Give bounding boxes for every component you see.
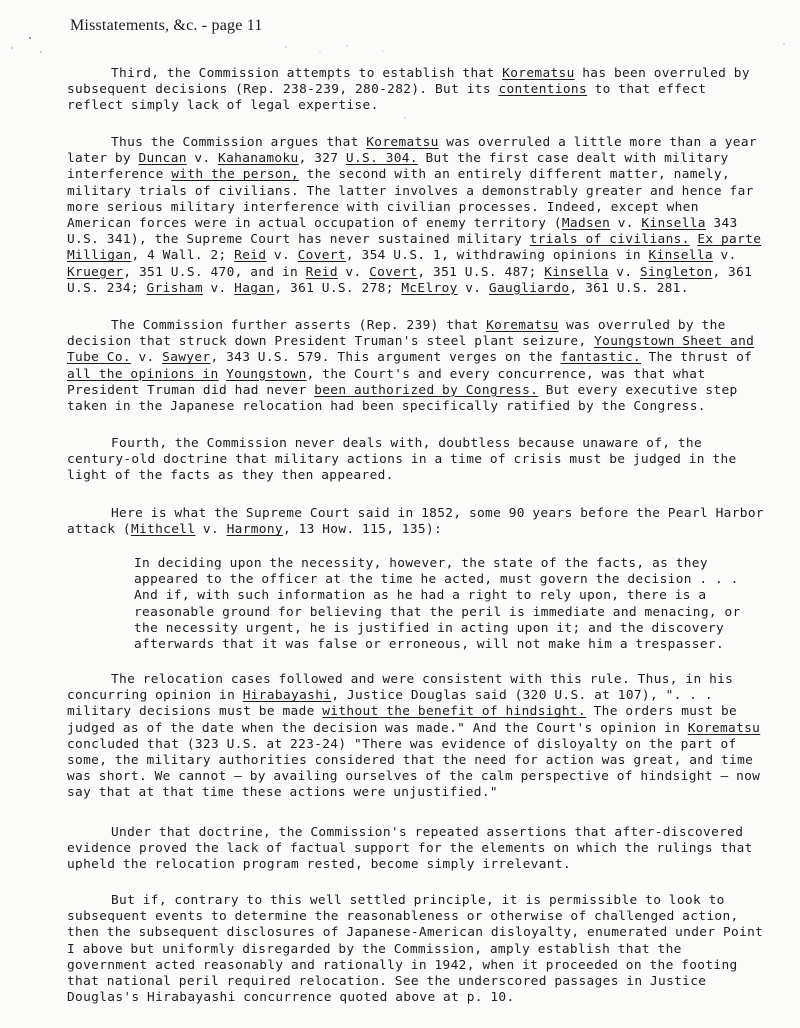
underlined-text: been authorized by Congress. — [314, 382, 539, 398]
text-run: v. — [186, 151, 219, 167]
underlined-text: Milligan — [67, 248, 132, 264]
text-run: Fourth, the Commission never deals with, doubtless because unaware of, the century-old doctrine that military actions in a time of crisis must be judged in the light of the facts as they then appeared. — [67, 436, 737, 484]
underlined-text: Kahanamoku — [218, 151, 299, 167]
text-run: , 351 U.S. 487; — [417, 264, 545, 280]
text-run: But the first case dealt with military interference — [67, 151, 729, 183]
underlined-text: Korematsu — [502, 66, 575, 81]
paragraph-third-point — [67, 66, 767, 115]
underlined-text: Covert — [369, 264, 418, 280]
text-run: Third, the Commission attempts to establish that — [111, 66, 503, 81]
underlined-text: Korematsu — [486, 318, 559, 333]
text-run: 343 U.S. 341), the Supreme Court has never sustained military — [67, 216, 738, 248]
underlined-text: Grisham — [146, 280, 203, 296]
text-run: In deciding upon the necessity, however, the state of the facts, as they appeared to the officer at the time he acted, must govern the decision . . . And if, with such information as he had a right to rely upon, there is a reasonable ground for believing that the peril is immediate and menacing, or the necessity urgent, he is justified in acting upon it; and the discovery afterwards that it was false or erroneous, will not make him a trespasser. — [134, 556, 741, 653]
text-run: The thrust of — [640, 350, 753, 366]
underlined-text: fantastic. — [560, 350, 641, 366]
text-run: , 327 — [298, 151, 346, 167]
underlined-text: Mithcell — [130, 522, 196, 538]
underlined-text: Youngstown — [226, 366, 307, 382]
text-run: But if, contrary to this well settled principle, it is permissible to look to subsequent events to determine the reasonableness or otherwise of challenged action, then the subsequent disclosures of Japanese-American disloyalty, enumerated under Point I above but uniformly disregarded by the Commission, amply establish that the government acted reasonably and rationally in 1942, when it proceeded on the footing that national peril required relocation. See the underscored passages in Justice Douglas's Hirabayashi concurrence quoted above at p. 10. — [67, 893, 764, 1006]
text-run: was overruled a little more than a year later by — [67, 135, 757, 167]
text-run: v. — [195, 522, 227, 538]
text-run: the second with an entirely different matter, namely, military trials of civilians. The latter involves a demonstrably greater and hence far more serious military interference with civilian processes. Indeed, except when American forces were in actual occupation of enemy territory ( — [67, 167, 754, 232]
underlined-text: Harmony — [226, 522, 283, 538]
text-run: v. — [130, 350, 163, 366]
text-run: , 343 U.S. 579. This argument verges on the — [210, 350, 561, 366]
paragraph-relocation-cases — [67, 672, 767, 802]
underlined-text: Korematsu — [687, 720, 761, 736]
text-run: v. — [608, 264, 640, 280]
paragraph-fourth-point — [67, 436, 767, 485]
text-run: , 354 U.S. 1, withdrawing opinions in — [345, 248, 649, 264]
underlined-text: Kinsella — [641, 216, 706, 232]
text-run: concluded that (323 U.S. at 223-24) "There was evidence of disloyalty on the part of some, the military authorities considered that the need for action was great, and time was short. We cannot — by availing ourselves of the calm perspective of hindsight — now say that at that time these actions were unjustified." — [67, 736, 761, 801]
text-run — [219, 367, 227, 382]
text-run: to that effect reflect simply lack of legal expertise. — [67, 82, 707, 114]
underlined-text: Sawyer — [162, 350, 211, 366]
underlined-text: Singleton — [639, 264, 713, 280]
text-run: , 361 U.S. 278; — [274, 280, 402, 296]
page-header: Misstatements, &c. - page 11 — [70, 17, 263, 34]
underlined-text: Korematsu — [366, 135, 439, 150]
paragraph-doctrine-conclusion — [67, 825, 767, 874]
text-run: has been overruled by subsequent decisions (Rep. 238-239, 280-282). But its — [67, 66, 750, 98]
text-run: , the Court's and every concurrence, was that what President Truman did had never — [67, 366, 706, 398]
paragraph-subsequent-events — [67, 893, 767, 1006]
text-run: The relocation cases followed and were consistent with this rule. Thus, in his concurring opinion in — [67, 672, 734, 704]
underlined-text: trials of civilians. — [529, 232, 690, 248]
text-run: , Justice Douglas said (320 U.S. at 107), ". . . military decisions must be made — [67, 688, 713, 720]
text-run: , 13 How. 115, 135): — [282, 522, 443, 538]
underlined-text: Krueger — [67, 264, 124, 280]
text-run: But every executive step taken in the Japanese relocation had been specifically ratified by the Congress. — [67, 382, 738, 415]
underlined-text: Kinsella — [648, 248, 713, 264]
underlined-text: Reid — [234, 248, 267, 264]
underlined-text: Madsen — [561, 216, 611, 232]
text-run: The orders must be judged as of the date when the decision was made." And the Court's opinion in — [67, 704, 738, 736]
underlined-text: Gaugliardo — [488, 280, 570, 296]
paragraph-duncan-argument — [67, 135, 767, 297]
underlined-text: Ex parte — [697, 232, 762, 248]
underlined-text: Kinsella — [544, 264, 609, 280]
text-run: v. — [202, 280, 235, 296]
text-run: v. — [337, 264, 370, 280]
underlined-text: Youngstown Sheet and Tube Co. — [67, 334, 755, 366]
underlined-text: Reid — [305, 264, 338, 280]
underlined-text: with the person, — [171, 167, 300, 183]
text-run: Under that doctrine, the Commission's repeated assertions that after-discovered evidence proved the lack of factual support for the elements on which the rulings that upheld the relocation program rested, become simply irrelevant. — [67, 825, 753, 873]
underlined-text: Hagan — [234, 280, 275, 296]
text-run: , 4 Wall. 2; — [131, 248, 235, 264]
text-run: Thus the Commission argues that — [111, 135, 367, 150]
block-quote-mitchell — [134, 556, 770, 653]
underlined-text: contentions — [498, 82, 588, 98]
text-run: The Commission further asserts (Rep. 239) that — [111, 318, 487, 333]
paragraph-youngstown-argument — [67, 318, 767, 415]
text-run: v. — [610, 216, 642, 232]
text-run: , 351 U.S. 470, and in — [123, 264, 306, 280]
text-run: , 361 U.S. 234; — [67, 264, 753, 296]
underlined-text: without the benefit of hindsight. — [322, 704, 587, 720]
underlined-text: Covert — [297, 248, 346, 264]
text-run: v. — [457, 280, 489, 296]
text-run: , 361 U.S. 281. — [569, 280, 689, 296]
underlined-text: Duncan — [138, 151, 187, 167]
text-run: Here is what the Supreme Court said in 1852, some 90 years before the Pearl Harbor attack ( — [67, 506, 764, 538]
underlined-text: U.S. 304. — [345, 151, 418, 167]
underlined-text: McElroy — [401, 280, 458, 296]
paragraph-mitchell-intro — [67, 506, 767, 538]
text-run: was overruled by the decision that struck down President Truman's steel plant seizure, — [67, 318, 726, 350]
underlined-text: Hirabayashi — [242, 688, 332, 704]
underlined-text: all the opinions in — [67, 366, 219, 382]
text-run: v. — [712, 248, 737, 264]
text-run: v. — [266, 248, 298, 264]
